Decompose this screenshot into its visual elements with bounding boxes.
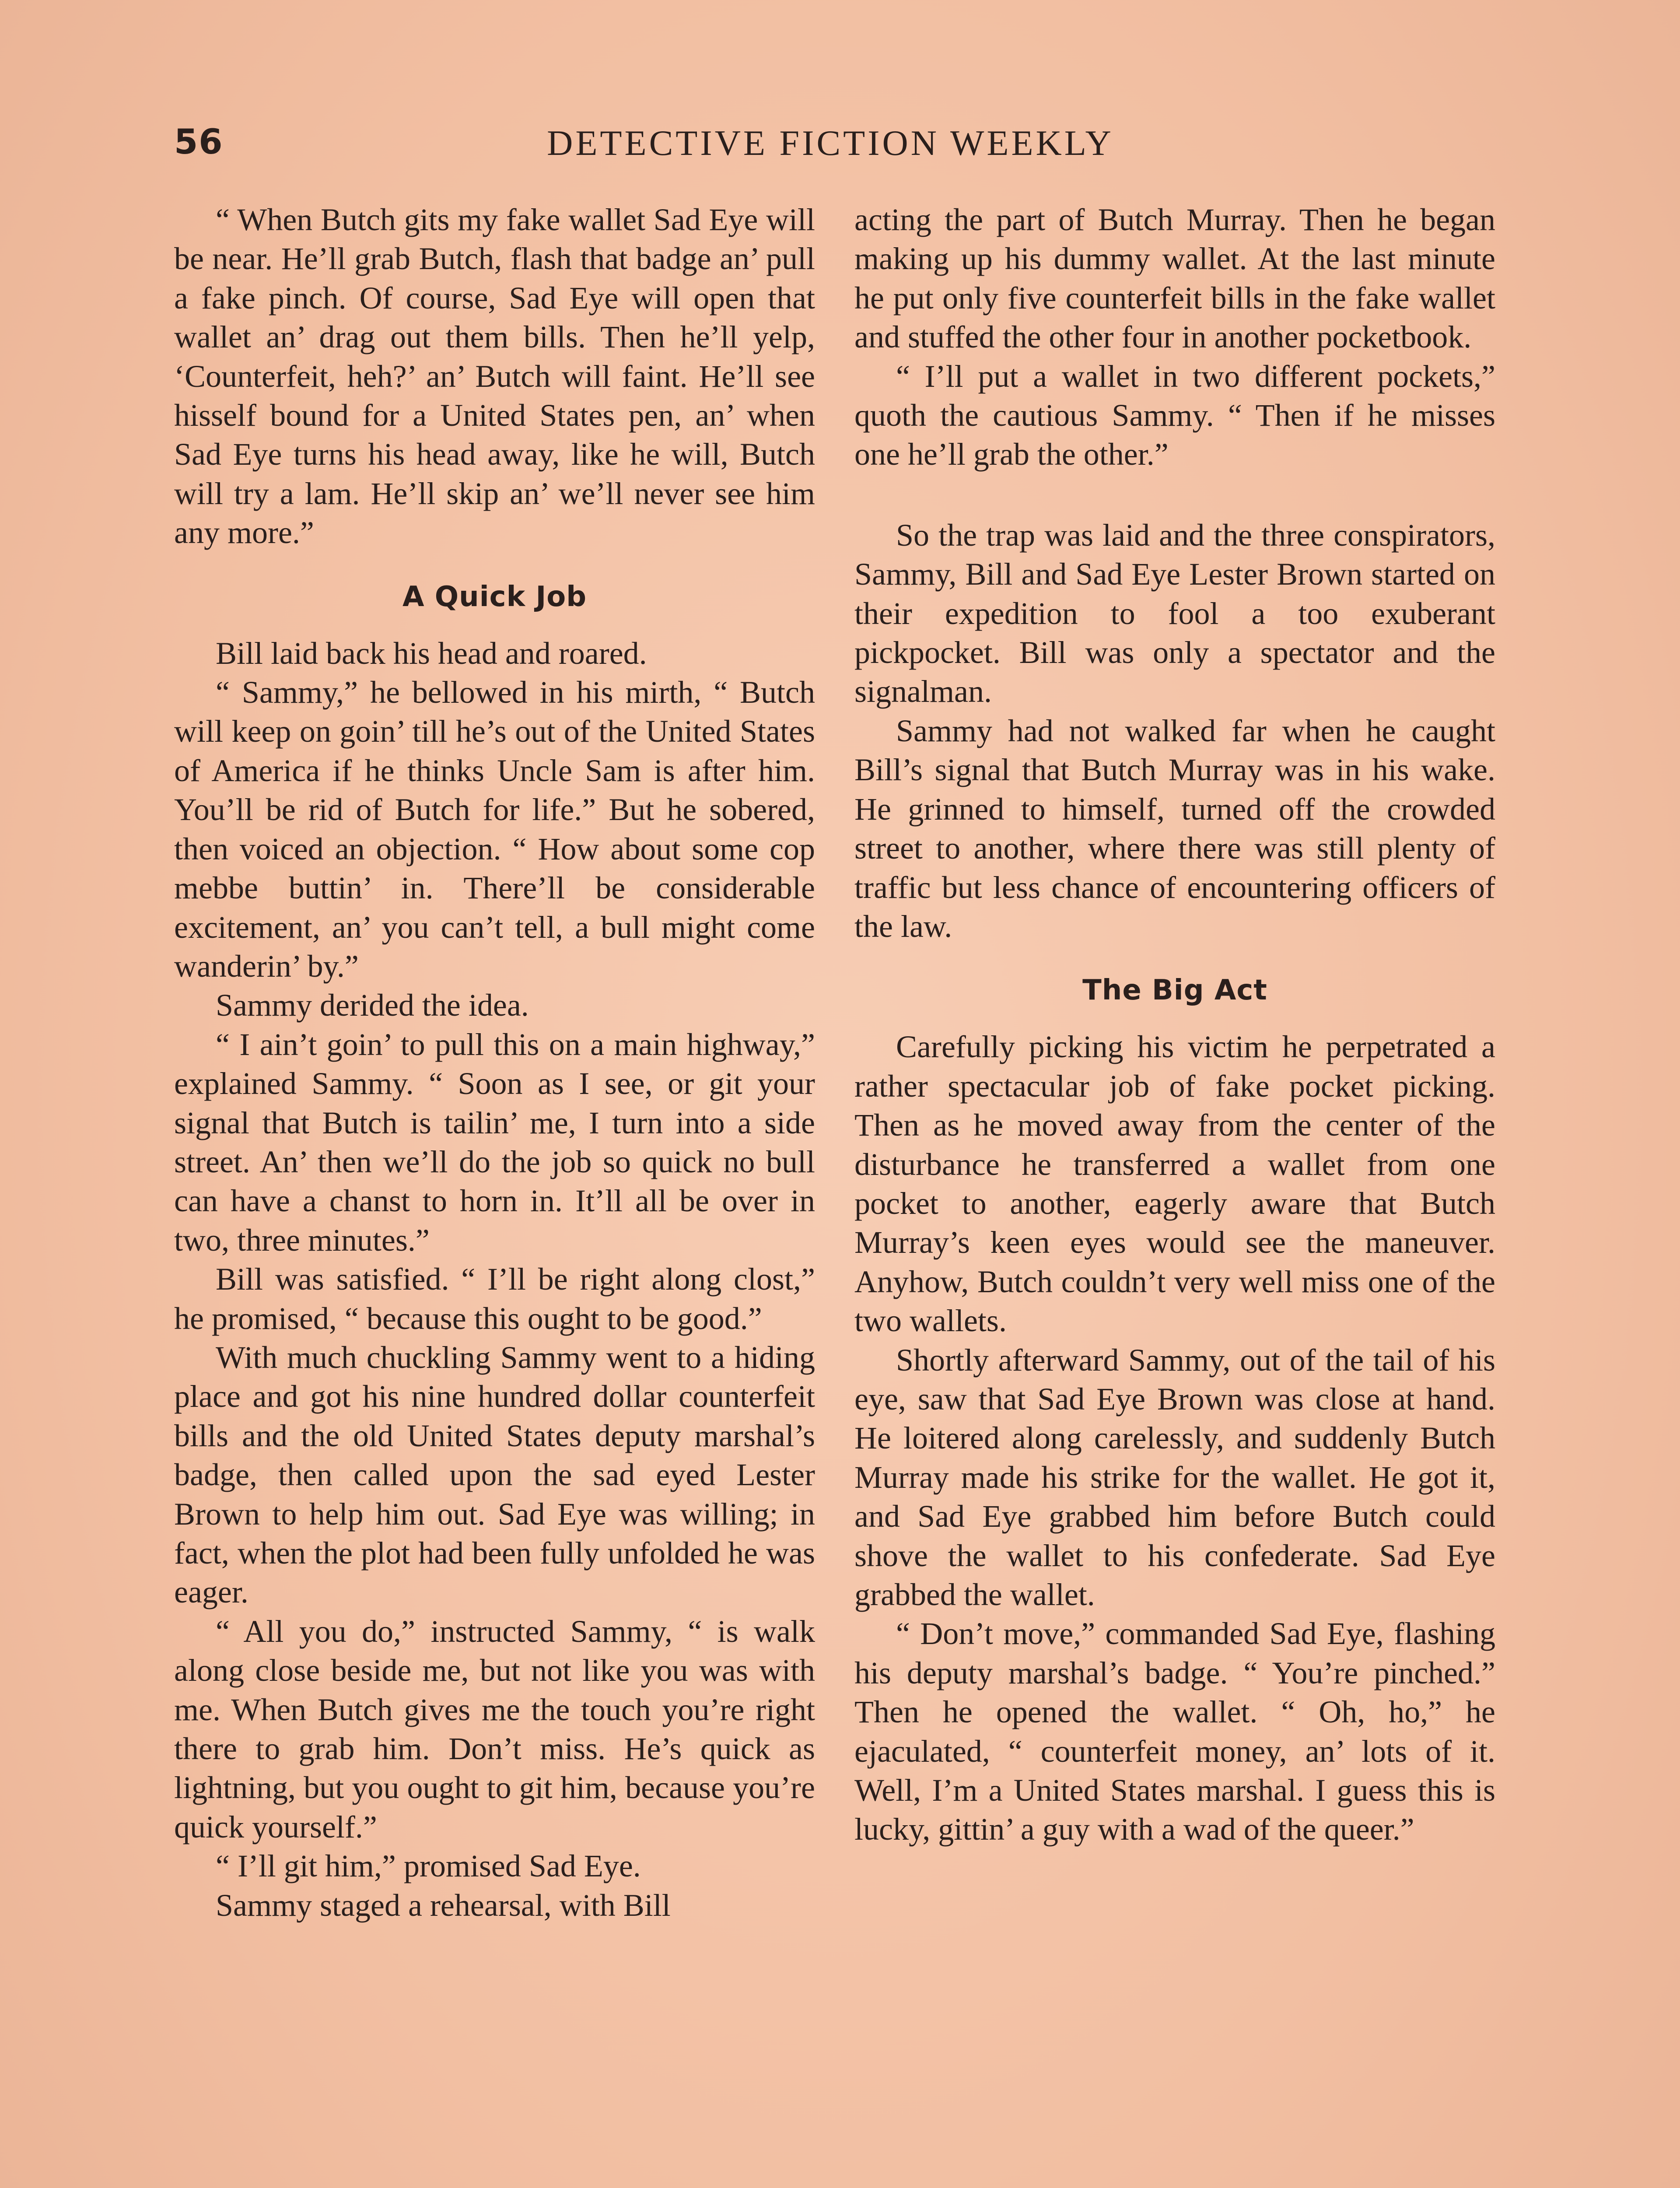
paragraph: Bill laid back his head and roared. xyxy=(216,635,647,671)
paragraph: Sammy had not walked far when he caught Bill’s signal that Butch Murray was in his wake. He grinned to himself, turned off the crowded street to another, where there was still plenty of traffic but less chance of encountering officers of the law. xyxy=(854,713,1495,944)
paragraph: Sammy staged a rehearsal, with Bill xyxy=(216,1887,671,1923)
section-break xyxy=(854,474,1495,516)
right-column xyxy=(854,200,1495,1849)
paragraph: Carefully picking his victim he perpetrated a rather spectacular job of fake pocket picking. Then as he moved away from the center of the disturbance he transferred a wallet from one pocket to another, eagerly aware that Butch Murray’s keen eyes would see the maneuver. Anyhow, Butch couldn’t very well miss one of the two wallets. xyxy=(854,1029,1495,1339)
left-column xyxy=(174,200,815,1925)
paragraph: “ Don’t move,” commanded Sad Eye, flashing his deputy marshal’s badge. “ You’re pinched.” Then he opened the wallet. “ Oh, ho,” he ejaculated, “ counterfeit money, an’ lots of it. Well, I’m a United States marshal. I guess this is lucky, gittin’ a guy with a wad of the queer.” xyxy=(854,1616,1495,1847)
paragraph: “ All you do,” instructed Sammy, “ is walk along close beside me, but not like you was with me. When Butch gives me the touch you’re right there to grab him. Don’t miss. He’s quick as lightning, but you ought to git him, because you’re quick yourself.” xyxy=(174,1613,815,1844)
paragraph: Sammy derided the idea. xyxy=(216,988,529,1023)
paragraph: “ I ain’t goin’ to pull this on a main highway,” explained Sammy. “ Soon as I see, or git your signal that Butch is tailin’ me, I turn into a side street. An’ then we’ll do the job so quick no bull can have a chanst to horn in. It’ll all be over in two, three minutes.” xyxy=(174,1027,815,1258)
paragraph: “ Sammy,” he bellowed in his mirth, “ Butch will keep on goin’ till he’s out of the United States of America if he thinks Uncle Sam is after him. You’ll be rid of Butch for life.” But he sobered, then voiced an objection. “ How about some cop mebbe buttin’ in. There’ll be considerable excitement, an’ you can’t tell, a bull might come wanderin’ by.” xyxy=(174,675,815,984)
running-title: DETECTIVE FICTION WEEKLY xyxy=(547,123,1114,163)
section-heading-quick-job: A Quick Job xyxy=(402,580,587,613)
paragraph: Bill was satisfied. “ I’ll be right along clost,” he promised, “ because this ought to be good.” xyxy=(174,1262,815,1336)
paragraph: “ I’ll git him,” promised Sad Eye. xyxy=(216,1848,641,1884)
paragraph: “ I’ll put a wallet in two different pockets,” quoth the cautious Sammy. “ Then if he misses one he’ll grab the other.” xyxy=(854,358,1495,472)
page-number: 56 xyxy=(174,123,224,162)
page-header xyxy=(174,118,1504,171)
paragraph-continued: acting the part of Butch Murray. Then he began making up his dummy wallet. At the last minute he put only five counterfeit bills in the fake wallet and stuffed the other four in another pocketbook. xyxy=(854,202,1495,355)
paragraph: So the trap was laid and the three conspirators, Sammy, Bill and Sad Eye Lester Brown started on their expedition to fool a too exuberant pickpocket. Bill was only a spectator and the signalman. xyxy=(854,517,1495,709)
paragraph: Shortly afterward Sammy, out of the tail of his eye, saw that Sad Eye Brown was close at hand. He loitered along carelessly, and suddenly Butch Murray made his strike for the wallet. He got it, and Sad Eye grabbed him before Butch could shove the wallet to his confederate. Sad Eye grabbed the wallet. xyxy=(854,1342,1495,1612)
paragraph: “ When Butch gits my fake wallet Sad Eye will be near. He’ll grab Butch, flash that badge an’ pull a fake pinch. Of course, Sad Eye will open that wallet an’ drag out them bills. Then he’ll yelp, ‘Counterfeit, heh?’ an’ Butch will faint. He’ll see hisself bound for a United States pen, an’ when Sad Eye turns his head away, like he will, Butch will try a lam. He’ll skip an’ we’ll never see him any more.” xyxy=(174,202,815,551)
section-heading-big-act: The Big Act xyxy=(1082,974,1267,1007)
paragraph: With much chuckling Sammy went to a hiding place and got his nine hundred dollar counterfeit bills and the old United States deputy marshal’s badge, then called upon the sad eyed Lester Brown to help him out. Sad Eye was willing; in fact, when the plot had been fully unfolded he was eager. xyxy=(174,1339,815,1610)
